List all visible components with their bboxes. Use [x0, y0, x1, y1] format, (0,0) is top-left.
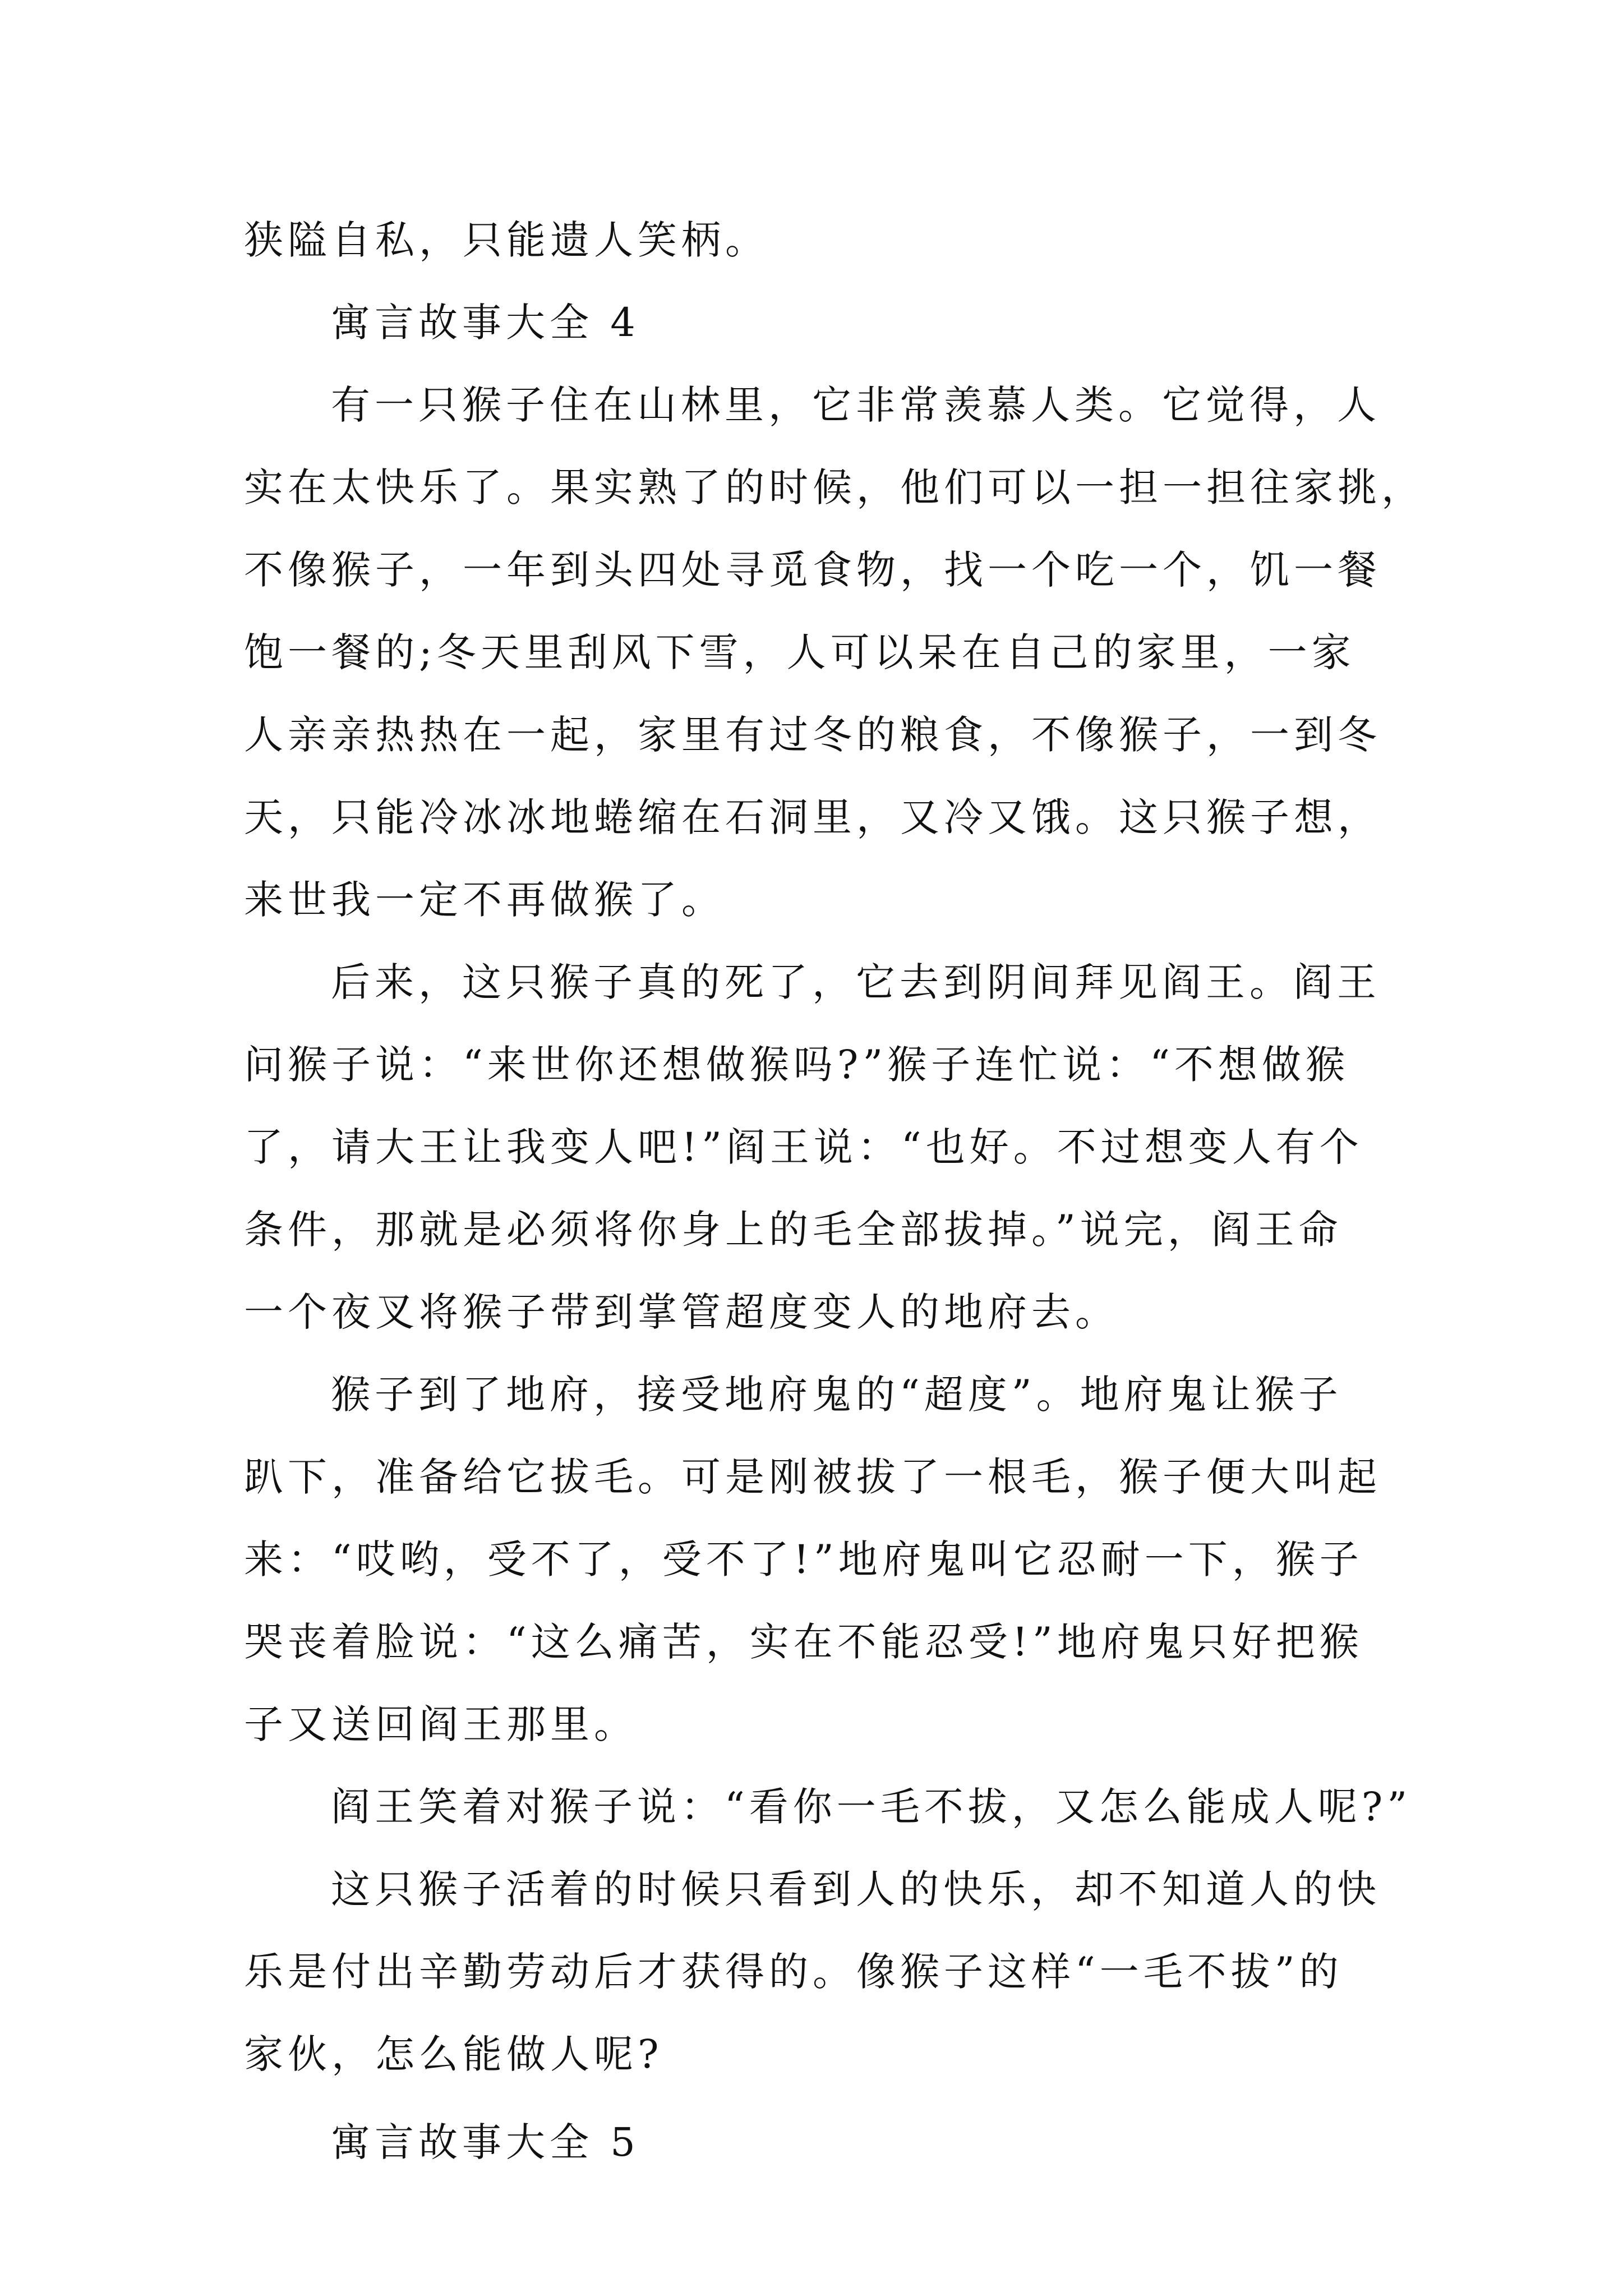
paragraph-line: 后来，这只猴子真的死了，它去到阴间拜见阎王。阎王: [331, 959, 1381, 1005]
paragraph-line: 不像猴子，一年到头四处寻觅食物，找一个吃一个，饥一餐: [244, 547, 1381, 593]
section-heading: 寓言故事大全 4: [331, 300, 640, 346]
paragraph-line: 乐是付出辛勤劳动后才获得的。像猴子这样“一毛不拔”的: [244, 1949, 1343, 1995]
paragraph-line: 一个夜叉将猴子带到掌管超度变人的地府去。: [244, 1289, 1119, 1335]
paragraph-line: 子又送回阎王那里。: [244, 1701, 638, 1747]
paragraph-line: 阎王笑着对猴子说：“看你一毛不拔，又怎么能成人呢?”: [331, 1784, 1412, 1830]
paragraph-line: 哭丧着脸说：“这么痛苦，实在不能忍受!”地府鬼只好把猴: [244, 1619, 1363, 1665]
paragraph-line: 条件，那就是必须将你身上的毛全部拔掉。”说完，阎王命: [244, 1207, 1343, 1253]
paragraph-line: 这只猴子活着的时候只看到人的快乐，却不知道人的快: [331, 1866, 1381, 1912]
paragraph-line: 饱一餐的;冬天里刮风下雪，人可以呆在自己的家里，一家: [244, 629, 1355, 675]
paragraph-line: 来世我一定不再做猴了。: [244, 877, 725, 923]
document-body: [244, 199, 1427, 2184]
paragraph-line: 人亲亲热热在一起，家里有过冬的粮食，不像猴子，一到冬: [244, 712, 1381, 758]
paragraph-line: 实在太快乐了。果实熟了的时候，他们可以一担一担往家挑，: [244, 464, 1425, 510]
section-heading: 寓言故事大全 5: [331, 2119, 640, 2165]
paragraph-line: 狭隘自私，只能遗人笑柄。: [244, 217, 769, 263]
paragraph-line: 天，只能冷冰冰地蜷缩在石洞里，又冷又饿。这只猴子想，: [244, 794, 1381, 840]
paragraph-line: 了，请大王让我变人吧!”阎王说：“也好。不过想变人有个: [244, 1124, 1363, 1170]
paragraph-line: 有一只猴子住在山林里，它非常羡慕人类。它觉得，人: [331, 382, 1381, 428]
paragraph-line: 来：“哎哟，受不了，受不了!”地府鬼叫它忍耐一下，猴子: [244, 1536, 1363, 1582]
paragraph-line: 问猴子说：“来世你还想做猴吗?”猴子连忙说：“不想做猴: [244, 1042, 1349, 1088]
paragraph-line: 猴子到了地府，接受地府鬼的“超度”。地府鬼让猴子: [331, 1372, 1343, 1418]
paragraph-line: 家伙，怎么能做人呢?: [244, 2031, 663, 2077]
paragraph-line: 趴下，准备给它拔毛。可是刚被拔了一根毛，猴子便大叫起: [244, 1454, 1381, 1500]
